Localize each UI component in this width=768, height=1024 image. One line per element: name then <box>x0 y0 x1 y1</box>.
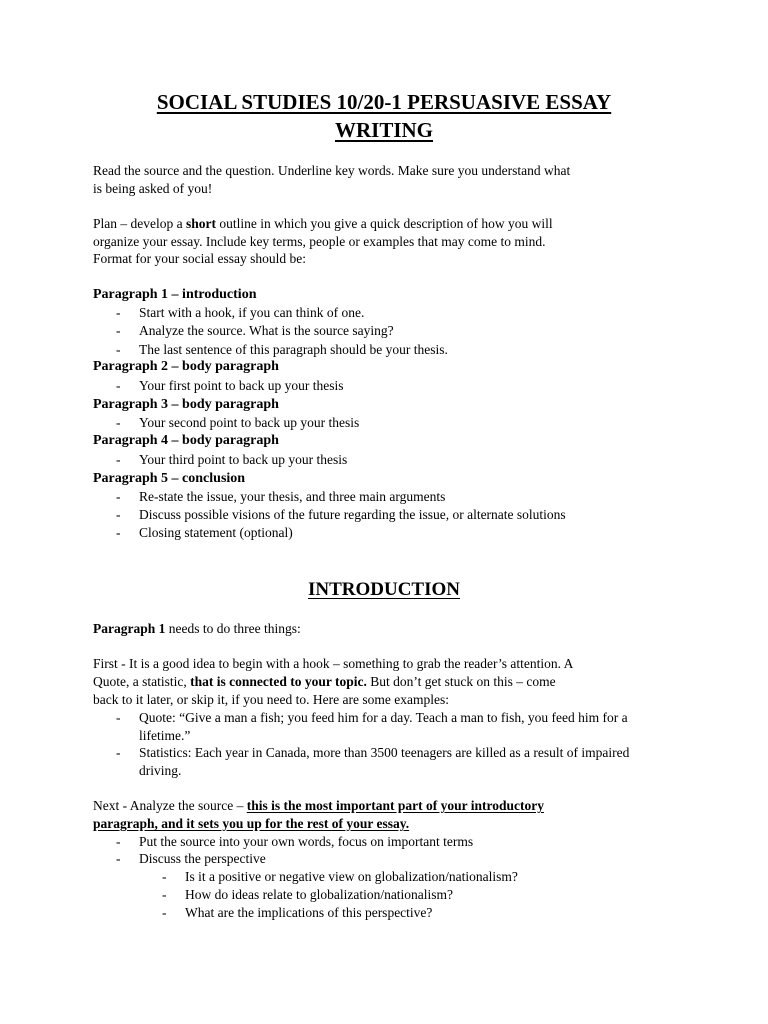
format-item: Your first point to back up your thesis <box>139 378 344 393</box>
section-title-introduction: INTRODUCTION <box>307 579 461 600</box>
bullet-dash: - <box>116 525 121 540</box>
bullet-dash: - <box>116 305 121 320</box>
format-item: Your second point to back up your thesis <box>139 415 360 430</box>
format-heading-paragraph-2: Paragraph 2 – body paragraph <box>93 359 279 374</box>
bullet-dash: - <box>116 378 121 393</box>
bullet-dash: - <box>116 452 121 467</box>
next-item: Discuss the perspective <box>139 851 266 866</box>
paragraph-1-summary: Paragraph 1 needs to do three things: <box>93 621 301 636</box>
intro-line-1: Read the source and the question. Underline key words. Make sure you understand what <box>93 163 571 178</box>
bullet-dash: - <box>116 323 121 338</box>
next-sub-item: How do ideas relate to globalization/nationalism? <box>185 887 454 902</box>
document-title-line-1: SOCIAL STUDIES 10/20-1 PERSUASIVE ESSAY <box>156 90 612 114</box>
bullet-dash: - <box>116 507 121 522</box>
bullet-dash: - <box>116 745 121 760</box>
bullet-dash: - <box>116 342 121 357</box>
format-item: The last sentence of this paragraph should be your thesis. <box>139 342 448 357</box>
sub-bullet-dash: - <box>162 905 167 920</box>
format-item: Analyze the source. What is the source saying? <box>139 323 394 338</box>
bullet-dash: - <box>116 489 121 504</box>
bullet-dash: - <box>116 851 121 866</box>
quote-example-line-2: lifetime.” <box>139 728 191 743</box>
statistic-example-line-1: Statistics: Each year in Canada, more than 3500 teenagers are killed as a result of impaired <box>139 745 630 760</box>
format-heading-paragraph-5: Paragraph 5 – conclusion <box>93 471 246 486</box>
first-line-1: First - It is a good idea to begin with a hook – something to grab the reader’s attention. A <box>93 656 574 671</box>
format-item: Your third point to back up your thesis <box>139 452 348 467</box>
format-item: Start with a hook, if you can think of one. <box>139 305 365 320</box>
bullet-dash: - <box>116 710 121 725</box>
format-heading-paragraph-3: Paragraph 3 – body paragraph <box>93 397 279 412</box>
next-item: Put the source into your own words, focus on important terms <box>139 834 474 849</box>
plan-line-3: Format for your social essay should be: <box>93 251 306 266</box>
format-heading-paragraph-4: Paragraph 4 – body paragraph <box>93 433 279 448</box>
first-line-2: Quote, a statistic, that is connected to your topic. But don’t get stuck on this – come <box>93 674 556 689</box>
sub-bullet-dash: - <box>162 887 167 902</box>
document-title-line-2: WRITING <box>334 118 434 142</box>
next-line-1: Next - Analyze the source – this is the most important part of your introductory <box>93 798 544 813</box>
next-line-2: paragraph, and it sets you up for the rest of your essay. <box>93 816 410 831</box>
intro-line-2: is being asked of you! <box>93 181 213 196</box>
next-sub-item: What are the implications of this perspective? <box>185 905 433 920</box>
bullet-dash: - <box>116 834 121 849</box>
sub-bullet-dash: - <box>162 869 167 884</box>
quote-example-line-1: Quote: “Give a man a fish; you feed him for a day. Teach a man to fish, you feed him for a <box>139 710 628 725</box>
next-sub-item: Is it a positive or negative view on globalization/nationalism? <box>185 869 518 884</box>
format-item: Re-state the issue, your thesis, and three main arguments <box>139 489 446 504</box>
first-line-3: back to it later, or skip it, if you need to. Here are some examples: <box>93 692 449 707</box>
statistic-example-line-2: driving. <box>139 763 182 778</box>
format-item: Closing statement (optional) <box>139 525 293 540</box>
plan-line-2: organize your essay. Include key terms, people or examples that may come to mind. <box>93 234 546 249</box>
bullet-dash: - <box>116 415 121 430</box>
format-heading-paragraph-1: Paragraph 1 – introduction <box>93 287 257 302</box>
format-item: Discuss possible visions of the future regarding the issue, or alternate solutions <box>139 507 566 522</box>
plan-line-1: Plan – develop a short outline in which you give a quick description of how you will <box>93 216 553 231</box>
